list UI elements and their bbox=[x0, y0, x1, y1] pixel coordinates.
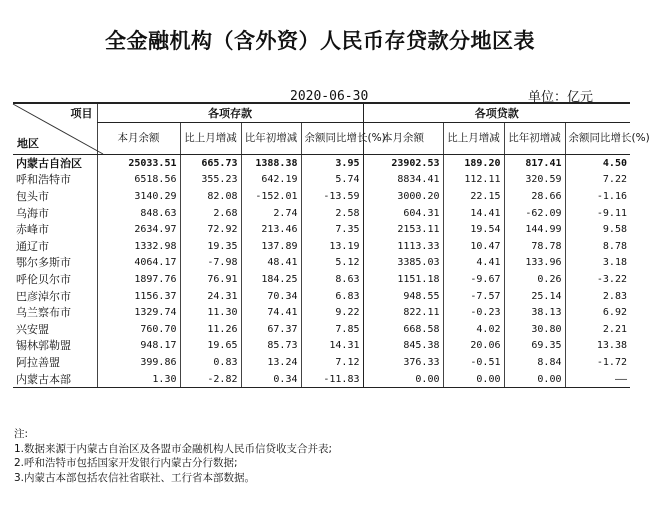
column-header: 比上月增减 bbox=[443, 123, 504, 155]
table-cell: -0.23 bbox=[443, 304, 504, 321]
table-cell: 30.80 bbox=[504, 321, 565, 338]
table-cell: 7.85 bbox=[301, 321, 363, 338]
table-row bbox=[13, 205, 630, 222]
table-cell: 5.74 bbox=[301, 172, 363, 189]
table-cell: 8.78 bbox=[565, 238, 630, 255]
table-cell: 137.89 bbox=[241, 238, 301, 255]
column-header: 比年初增减 bbox=[504, 123, 565, 155]
table-cell: —— bbox=[565, 371, 630, 388]
footnote-item: 3.内蒙古本部包括农信社省联社、工行省本部数据。 bbox=[14, 471, 256, 484]
table-cell: 48.41 bbox=[241, 255, 301, 272]
table-row bbox=[13, 255, 630, 272]
table-cell: 2153.11 bbox=[363, 221, 443, 238]
region-name: 鄂尔多斯市 bbox=[16, 256, 71, 270]
table-cell: 19.54 bbox=[443, 221, 504, 238]
table-cell: 28.66 bbox=[504, 188, 565, 205]
table-cell: 213.46 bbox=[241, 221, 301, 238]
column-header: 本月余额 bbox=[363, 123, 443, 155]
table-cell: 24.31 bbox=[180, 288, 241, 305]
table-cell: 1332.98 bbox=[97, 238, 180, 255]
table-cell: 25.14 bbox=[504, 288, 565, 305]
page-title: 全金融机构（含外资）人民币存贷款分地区表 bbox=[105, 29, 535, 53]
table-cell: 376.33 bbox=[363, 354, 443, 371]
table-cell: 2.74 bbox=[241, 205, 301, 222]
table-cell: -0.51 bbox=[443, 354, 504, 371]
table-cell: -1.72 bbox=[565, 354, 630, 371]
region-name: 锡林郭勒盟 bbox=[16, 339, 71, 353]
table-cell: 4064.17 bbox=[97, 255, 180, 272]
column-header: 比上月增减 bbox=[180, 123, 241, 155]
table-cell: 74.41 bbox=[241, 304, 301, 321]
table-cell: 2.83 bbox=[565, 288, 630, 305]
table-cell: 0.00 bbox=[443, 371, 504, 388]
table-cell: 19.65 bbox=[180, 338, 241, 355]
corner-header bbox=[13, 103, 97, 155]
table-cell: -2.82 bbox=[180, 371, 241, 388]
region-name: 乌兰察布市 bbox=[16, 306, 71, 320]
column-header: 余额同比增长(%) bbox=[565, 123, 630, 155]
table-cell: 7.22 bbox=[565, 172, 630, 189]
table-cell: 3140.29 bbox=[97, 188, 180, 205]
footnote-item: 1.数据来源于内蒙古自治区及各盟市金融机构人民币信贷收支合并表; bbox=[14, 442, 333, 455]
table-cell: 822.11 bbox=[363, 304, 443, 321]
corner-bottom-label: 地区 bbox=[17, 137, 39, 150]
table-cell: 72.92 bbox=[180, 221, 241, 238]
region-name: 呼和浩特市 bbox=[16, 173, 71, 187]
table-cell: 14.41 bbox=[443, 205, 504, 222]
table-row bbox=[13, 155, 630, 172]
region-name: 内蒙古本部 bbox=[13, 371, 97, 388]
table-cell: -7.57 bbox=[443, 288, 504, 305]
table-cell: 7.35 bbox=[301, 221, 363, 238]
table-row bbox=[13, 288, 630, 305]
table-cell: -13.59 bbox=[301, 188, 363, 205]
table-cell: 0.00 bbox=[504, 371, 565, 388]
table-cell: 8834.41 bbox=[363, 172, 443, 189]
region-name: 巴彦淖尔市 bbox=[16, 289, 71, 303]
table-cell: 9.22 bbox=[301, 304, 363, 321]
table-cell: 817.41 bbox=[504, 155, 565, 172]
table-cell: 0.34 bbox=[241, 371, 301, 388]
table-cell: 22.15 bbox=[443, 188, 504, 205]
table-cell: 3000.20 bbox=[363, 188, 443, 205]
table-cell: 5.12 bbox=[301, 255, 363, 272]
table-cell: 948.17 bbox=[97, 338, 180, 355]
table-cell: 668.58 bbox=[363, 321, 443, 338]
table-cell: -152.01 bbox=[241, 188, 301, 205]
table-cell: 4.50 bbox=[565, 155, 630, 172]
table-cell: -9.11 bbox=[565, 205, 630, 222]
table-cell: 9.58 bbox=[565, 221, 630, 238]
table-cell: 10.47 bbox=[443, 238, 504, 255]
table-cell: 3.18 bbox=[565, 255, 630, 272]
region-name: 通辽市 bbox=[16, 239, 49, 253]
column-header: 比年初增减 bbox=[241, 123, 301, 155]
table-cell: 6.92 bbox=[565, 304, 630, 321]
table-row bbox=[13, 188, 630, 205]
table-cell: 69.35 bbox=[504, 338, 565, 355]
table-cell: 4.41 bbox=[443, 255, 504, 272]
table-cell: 25033.51 bbox=[97, 155, 180, 172]
table-cell: -3.22 bbox=[565, 271, 630, 288]
table-cell: 399.86 bbox=[97, 354, 180, 371]
table-cell: 8.63 bbox=[301, 271, 363, 288]
region-name: 包头市 bbox=[16, 189, 49, 203]
unit-label: 单位：亿元 bbox=[528, 90, 594, 105]
table-cell: 11.26 bbox=[180, 321, 241, 338]
region-name: 内蒙古自治区 bbox=[16, 156, 82, 170]
region-name: 赤峰市 bbox=[16, 223, 49, 237]
table-cell: 2.58 bbox=[301, 205, 363, 222]
table-cell: 1388.38 bbox=[241, 155, 301, 172]
table-row bbox=[13, 321, 630, 338]
table-cell: -7.98 bbox=[180, 255, 241, 272]
table-row bbox=[13, 338, 630, 355]
table-cell: 1151.18 bbox=[363, 271, 443, 288]
table-cell: 1329.74 bbox=[97, 304, 180, 321]
table-cell: -1.16 bbox=[565, 188, 630, 205]
region-name: 阿拉善盟 bbox=[16, 355, 60, 369]
table-cell: 642.19 bbox=[241, 172, 301, 189]
table-cell: 13.24 bbox=[241, 354, 301, 371]
table-cell: 23902.53 bbox=[363, 155, 443, 172]
table-cell: 13.19 bbox=[301, 238, 363, 255]
table-cell: 38.13 bbox=[504, 304, 565, 321]
table-cell: 0.00 bbox=[363, 371, 443, 388]
table-cell: 760.70 bbox=[97, 321, 180, 338]
table-row bbox=[13, 221, 630, 238]
table-cell: 144.99 bbox=[504, 221, 565, 238]
footnotes bbox=[14, 427, 332, 485]
footnote-item: 2.呼和浩特市包括国家开发银行内蒙古分行数据; bbox=[14, 457, 238, 469]
table-cell: -62.09 bbox=[504, 205, 565, 222]
table-cell: 76.91 bbox=[180, 271, 241, 288]
table-cell: 0.83 bbox=[180, 354, 241, 371]
table-cell: 3.95 bbox=[301, 155, 363, 172]
deposit-loan-table bbox=[13, 102, 650, 388]
table-cell: 11.30 bbox=[180, 304, 241, 321]
table-cell: 355.23 bbox=[180, 172, 241, 189]
region-name: 呼伦贝尔市 bbox=[16, 272, 71, 286]
column-header: 本月余额 bbox=[97, 123, 180, 155]
table-cell: 8.84 bbox=[504, 354, 565, 371]
table-cell: 7.12 bbox=[301, 354, 363, 371]
table-cell: 604.31 bbox=[363, 205, 443, 222]
table-cell: 1.30 bbox=[97, 371, 180, 388]
table-cell: 85.73 bbox=[241, 338, 301, 355]
table-cell: 70.34 bbox=[241, 288, 301, 305]
table-row bbox=[13, 354, 630, 371]
table-cell: 6.83 bbox=[301, 288, 363, 305]
table-cell: 2.68 bbox=[180, 205, 241, 222]
table-cell: 2634.97 bbox=[97, 221, 180, 238]
table-row bbox=[13, 304, 630, 321]
group-header-loan: 各项贷款 bbox=[363, 103, 630, 123]
table-cell: 2.21 bbox=[565, 321, 630, 338]
group-header-deposit: 各项存款 bbox=[97, 103, 363, 123]
table-row bbox=[13, 172, 630, 189]
table-cell: 19.35 bbox=[180, 238, 241, 255]
corner-top-label: 项目 bbox=[70, 107, 93, 120]
table-cell: 3385.03 bbox=[363, 255, 443, 272]
table-row bbox=[13, 371, 630, 388]
table-cell: 184.25 bbox=[241, 271, 301, 288]
report-date: 2020-06-30 bbox=[290, 89, 369, 104]
table-cell: 845.38 bbox=[363, 338, 443, 355]
table-cell: 14.31 bbox=[301, 338, 363, 355]
table-cell: 4.02 bbox=[443, 321, 504, 338]
table-cell: 1897.76 bbox=[97, 271, 180, 288]
table-cell: 13.38 bbox=[565, 338, 630, 355]
table-cell: 320.59 bbox=[504, 172, 565, 189]
table-cell: -11.83 bbox=[301, 371, 363, 388]
region-name: 乌海市 bbox=[16, 206, 49, 220]
table-cell: 1113.33 bbox=[363, 238, 443, 255]
table-cell: 189.20 bbox=[443, 155, 504, 172]
region-name: 兴安盟 bbox=[16, 322, 49, 336]
table-cell: 1156.37 bbox=[97, 288, 180, 305]
table-cell: 848.63 bbox=[97, 205, 180, 222]
table-cell: 0.26 bbox=[504, 271, 565, 288]
table-row bbox=[13, 238, 630, 255]
table-cell: 20.06 bbox=[443, 338, 504, 355]
footnote-label: 注: bbox=[14, 428, 29, 440]
table-cell: 67.37 bbox=[241, 321, 301, 338]
table-cell: 112.11 bbox=[443, 172, 504, 189]
table-cell: 82.08 bbox=[180, 188, 241, 205]
table-cell: 6518.56 bbox=[97, 172, 180, 189]
column-header: 余额同比增长(%) bbox=[301, 123, 363, 155]
table-cell: 133.96 bbox=[504, 255, 565, 272]
table-cell: 948.55 bbox=[363, 288, 443, 305]
table-row bbox=[13, 271, 630, 288]
table-cell: 78.78 bbox=[504, 238, 565, 255]
table-cell: -9.67 bbox=[443, 271, 504, 288]
table-cell: 665.73 bbox=[180, 155, 241, 172]
